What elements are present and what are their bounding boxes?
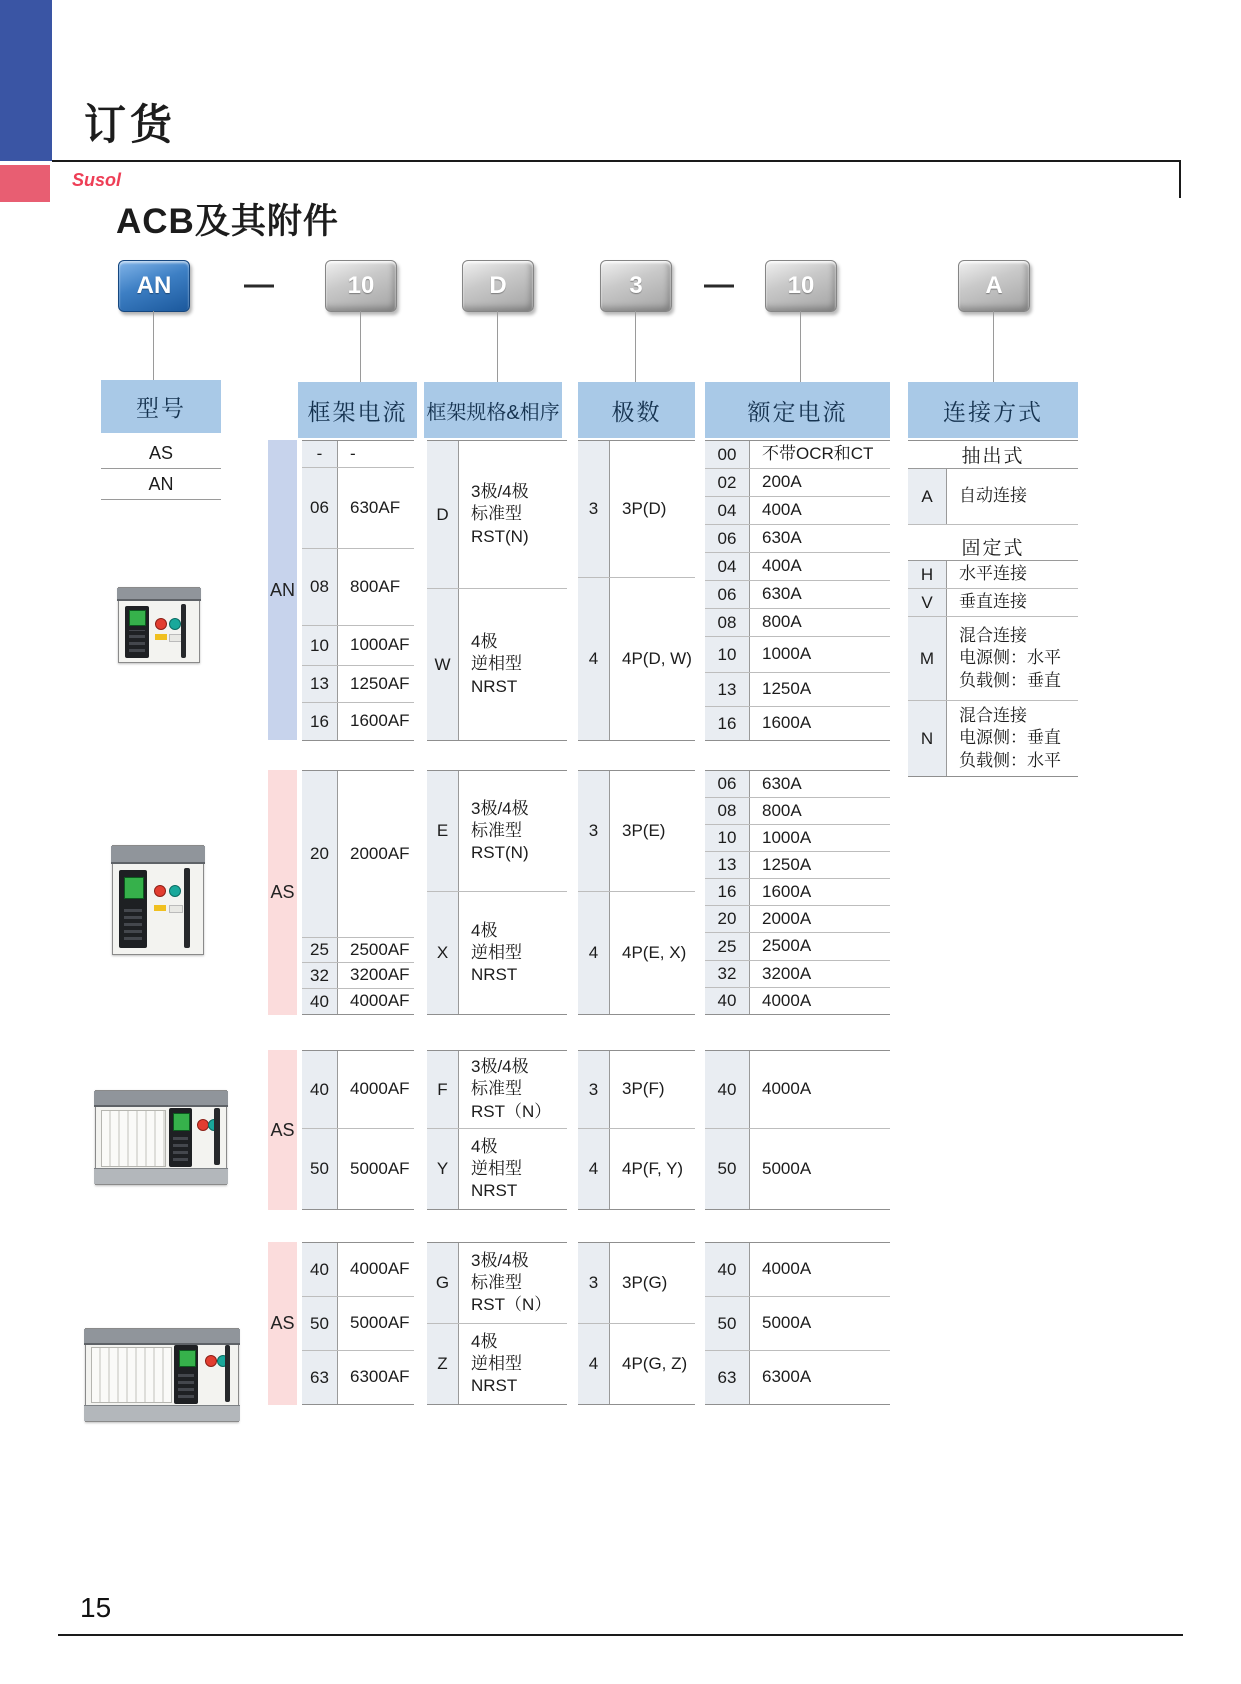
frame-current-table-as4000 (302, 1050, 414, 1210)
model-list-item: AN (101, 469, 221, 500)
rated-code: 13 (705, 852, 750, 878)
poles-code: 3 (578, 1243, 610, 1323)
conn-code: V (908, 589, 947, 616)
spec-code: F (427, 1051, 459, 1128)
conn-value: 垂直连接 (959, 592, 1027, 612)
spec-line: 逆相型 (471, 1158, 522, 1178)
corner-red-block (0, 165, 50, 202)
breaker-top-cover (84, 1329, 240, 1345)
rated-code: 32 (705, 961, 750, 987)
rated-code: 13 (705, 673, 750, 706)
frame-value: 2500AF (350, 939, 410, 959)
rated-code: 25 (705, 933, 750, 960)
spec-desc (459, 1129, 567, 1209)
breaker-on-button (169, 618, 181, 630)
frame-value: 5000AF (350, 1313, 410, 1333)
breaker-handle (181, 604, 186, 657)
product-photo-as2000-breaker (112, 845, 204, 955)
conn-value (947, 617, 1078, 700)
connection-table (908, 440, 1078, 777)
rated-value: 3200A (762, 963, 812, 983)
code-key-model: AN (118, 260, 190, 312)
poles-table-as6300 (578, 1242, 695, 1405)
spec-code: Z (427, 1324, 459, 1404)
conn-line: 负载侧：水平 (959, 750, 1061, 770)
rated-value: 1000A (762, 644, 812, 664)
spec-line: NRST (471, 965, 518, 985)
rated-value: 200A (762, 472, 802, 492)
rated-value: 1250A (762, 679, 812, 699)
rated-code: 63 (705, 1351, 750, 1404)
product-photo-as6300-breaker (85, 1328, 239, 1422)
code-key-poles: 3 (600, 260, 672, 312)
frame-value: 6300AF (350, 1367, 410, 1387)
frame-code: 20 (302, 771, 338, 937)
conn-line: 混合连接 (959, 626, 1027, 646)
spec-desc (459, 1324, 567, 1404)
breaker-display (124, 877, 143, 899)
column-header-poles: 极数 (578, 382, 695, 438)
poles-value: 4P(G, Z) (622, 1353, 688, 1373)
section-label-an: AN (268, 440, 297, 740)
rated-code: 00 (705, 441, 750, 468)
rated-value: 2500A (762, 936, 812, 956)
rated-code: 40 (705, 1051, 750, 1128)
spec-line: 标准型 (471, 820, 522, 840)
column-header-model: 型号 (101, 380, 221, 433)
breaker-display (179, 1350, 196, 1367)
breaker-top-cover (117, 588, 201, 601)
rated-value: 4000A (762, 990, 812, 1010)
section-label-as-6300: AS (268, 1242, 297, 1405)
rated-code: 04 (705, 497, 750, 524)
spec-desc (459, 771, 567, 891)
poles-value: 4P(E, X) (622, 942, 687, 962)
rated-value: 4000A (762, 1079, 812, 1099)
rated-code: 08 (705, 609, 750, 636)
spec-line: NRST (471, 676, 518, 696)
rated-current-table-as4000 (705, 1050, 890, 1210)
breaker-top-cover (94, 1091, 228, 1107)
spec-code: G (427, 1243, 459, 1323)
poles-code: 4 (578, 1129, 610, 1209)
breaker-label-yellow (155, 634, 167, 640)
spec-code: X (427, 892, 459, 1014)
rated-value: 6300A (762, 1367, 812, 1387)
conn-line: 混合连接 (959, 706, 1027, 726)
poles-code: 4 (578, 1324, 610, 1404)
spec-line: RST（N） (471, 1295, 552, 1315)
breaker-on-button (169, 885, 181, 897)
model-list (101, 438, 221, 500)
frame-value: 800AF (350, 576, 401, 596)
frame-value: 1000AF (350, 635, 410, 655)
frame-code: 16 (302, 703, 338, 740)
frame-code: 50 (302, 1129, 338, 1209)
rated-current-table-as2000 (705, 770, 890, 1015)
connector-line-conn (993, 311, 994, 382)
frame-value: 3200AF (350, 965, 410, 985)
spec-line: 逆相型 (471, 1353, 522, 1373)
breaker-trip-unit (125, 606, 150, 658)
frame-value: 630AF (350, 497, 401, 517)
rated-value: 400A (762, 556, 802, 576)
connection-group-fixed: 固定式 (908, 533, 1078, 561)
connector-line-spec (497, 311, 498, 382)
frame-value: 4000AF (350, 1079, 410, 1099)
rated-code: 40 (705, 1243, 750, 1296)
spec-line: 4极 (471, 920, 498, 940)
section-label-as-2000: AS (268, 770, 297, 1015)
page-number: 15 (80, 1592, 112, 1623)
poles-value: 3P(F) (622, 1079, 665, 1099)
column-header-frame: 框架电流 (298, 382, 417, 438)
rated-code: 06 (705, 525, 750, 552)
rated-code: 50 (705, 1129, 750, 1209)
spec-code: Y (427, 1129, 459, 1209)
spec-code: D (427, 441, 459, 588)
breaker-keypad (173, 1135, 188, 1161)
poles-value: 4P(D, W) (622, 648, 692, 668)
rated-value: 400A (762, 500, 802, 520)
frame-value: 4000AF (350, 991, 410, 1011)
rated-value: 2000A (762, 908, 812, 928)
breaker-arc-chamber (101, 1110, 165, 1168)
column-header-rated: 额定电流 (705, 382, 890, 438)
rated-value: 5000A (762, 1158, 812, 1178)
connector-line-rated (800, 311, 801, 382)
rated-code: 10 (705, 637, 750, 672)
poles-table-as4000 (578, 1050, 695, 1210)
spec-desc (459, 892, 567, 1014)
conn-code: H (908, 561, 947, 588)
frame-spec-table-as2000 (427, 770, 567, 1015)
frame-value: - (350, 443, 356, 463)
frame-current-table-an (302, 440, 414, 741)
conn-value (947, 701, 1078, 776)
code-dash-2: — (704, 268, 734, 301)
conn-line: 电源侧：水平 (959, 648, 1061, 668)
conn-value: 水平连接 (959, 564, 1027, 584)
poles-value: 3P(D) (622, 498, 667, 518)
column-header-spec: 框架规格&相序 (424, 382, 562, 438)
frame-code: 50 (302, 1297, 338, 1350)
frame-code: 06 (302, 468, 338, 548)
section-label-as-4000: AS (268, 1050, 297, 1210)
spec-desc (459, 1243, 567, 1323)
rated-code: 40 (705, 988, 750, 1014)
spec-line: 3极/4极 (471, 1250, 529, 1270)
product-photo-an-breaker (118, 587, 200, 663)
frame-code: 25 (302, 938, 338, 962)
connector-line-frame (360, 311, 361, 382)
spec-line: 4极 (471, 1331, 498, 1351)
code-key-conn: A (958, 260, 1030, 312)
breaker-base (94, 1168, 228, 1184)
poles-value: 3P(E) (622, 820, 666, 840)
poles-code: 3 (578, 1051, 610, 1128)
frame-value: 4000AF (350, 1259, 410, 1279)
spec-line: 4极 (471, 632, 498, 652)
column-header-conn: 连接方式 (908, 382, 1078, 438)
poles-code: 3 (578, 771, 610, 891)
connector-line-model (153, 311, 154, 380)
bottom-rule (58, 1634, 1183, 1636)
frame-code: - (302, 441, 338, 467)
spec-line: 标准型 (471, 504, 522, 524)
frame-value: 5000AF (350, 1158, 410, 1178)
rated-value: 800A (762, 800, 802, 820)
conn-code: N (908, 701, 947, 776)
rated-code: 50 (705, 1297, 750, 1350)
frame-value: 2000AF (350, 843, 410, 863)
breaker-label-white (169, 905, 183, 913)
spec-line: 逆相型 (471, 654, 522, 674)
rated-value: 1000A (762, 827, 812, 847)
frame-code: 10 (302, 626, 338, 665)
spec-line: 逆相型 (471, 942, 522, 962)
conn-value: 自动连接 (959, 486, 1027, 506)
conn-line: 电源侧：垂直 (959, 728, 1061, 748)
rated-code: 20 (705, 906, 750, 932)
spec-line: RST(N) (471, 843, 529, 863)
rated-value: 800A (762, 612, 802, 632)
section-title: ACB及其附件 (116, 202, 339, 241)
spec-line: RST(N) (471, 526, 529, 546)
rated-code: 04 (705, 553, 750, 580)
rated-current-table-an (705, 440, 890, 741)
conn-line: 负载侧：垂直 (959, 670, 1061, 690)
frame-code: 40 (302, 989, 338, 1014)
poles-value: 4P(F, Y) (622, 1158, 684, 1178)
connection-group-drawout: 抽出式 (908, 441, 1078, 469)
corner-blue-block (0, 0, 52, 161)
frame-code: 32 (302, 963, 338, 988)
spec-line: 4极 (471, 1136, 498, 1156)
breaker-arc-chamber (91, 1347, 172, 1402)
spec-code: W (427, 589, 459, 740)
spec-line: 3极/4极 (471, 1057, 529, 1077)
spec-code: E (427, 771, 459, 891)
poles-code: 3 (578, 441, 610, 577)
code-dash-1: — (244, 268, 274, 301)
spec-line: NRST (471, 1181, 518, 1201)
rated-code: 16 (705, 879, 750, 905)
breaker-off-button (154, 885, 166, 897)
rated-value: 不带OCR和CT (762, 444, 874, 464)
spec-line: 3极/4极 (471, 482, 529, 502)
rated-code: 10 (705, 825, 750, 851)
connector-line-poles (635, 311, 636, 382)
frame-code: 63 (302, 1351, 338, 1404)
breaker-top-cover (111, 846, 205, 864)
breaker-off-button (205, 1355, 217, 1367)
breaker-keypad (124, 906, 142, 940)
frame-value: 1600AF (350, 711, 410, 731)
model-list-item: AS (101, 438, 221, 469)
poles-table-an (578, 440, 695, 741)
spec-line: 标准型 (471, 1272, 522, 1292)
frame-code: 40 (302, 1243, 338, 1296)
spec-line: RST（N） (471, 1101, 552, 1121)
rated-code: 06 (705, 771, 750, 797)
code-key-frame: 10 (325, 260, 397, 312)
rated-value: 630A (762, 773, 802, 793)
breaker-keypad (178, 1372, 194, 1398)
spec-desc (459, 589, 567, 740)
breaker-off-button (155, 618, 167, 630)
frame-code: 40 (302, 1051, 338, 1128)
frame-spec-table-an (427, 440, 567, 741)
breaker-display (173, 1113, 190, 1130)
frame-current-table-as6300 (302, 1242, 414, 1405)
rated-value: 630A (762, 528, 802, 548)
poles-code: 4 (578, 892, 610, 1014)
poles-code: 4 (578, 578, 610, 740)
brand-label: Susol (72, 170, 122, 190)
rated-value: 1250A (762, 854, 812, 874)
rated-value: 1600A (762, 713, 812, 733)
rated-code: 02 (705, 469, 750, 496)
frame-value: 1250AF (350, 673, 410, 693)
code-key-rated: 10 (765, 260, 837, 312)
frame-code: 13 (302, 666, 338, 702)
rated-value: 5000A (762, 1313, 812, 1333)
conn-code: M (908, 617, 947, 700)
breaker-base (84, 1405, 240, 1421)
frame-spec-table-as6300 (427, 1242, 567, 1405)
frame-code: 08 (302, 549, 338, 625)
rated-code: 06 (705, 581, 750, 608)
rated-code: 08 (705, 798, 750, 824)
breaker-display (129, 610, 146, 625)
breaker-trip-unit (119, 870, 147, 948)
poles-table-as2000 (578, 770, 695, 1015)
top-rule-corner (1179, 160, 1181, 198)
rated-value: 1600A (762, 881, 812, 901)
poles-value: 3P(G) (622, 1272, 668, 1292)
spec-desc (459, 1051, 567, 1128)
frame-current-table-as2000 (302, 770, 414, 1015)
breaker-handle (225, 1345, 230, 1402)
breaker-handle (184, 868, 189, 948)
spec-line: 标准型 (471, 1079, 522, 1099)
rated-current-table-as6300 (705, 1242, 890, 1405)
rated-value: 630A (762, 584, 802, 604)
spec-line: NRST (471, 1376, 518, 1396)
frame-spec-table-as4000 (427, 1050, 567, 1210)
connection-gap (908, 525, 1078, 533)
spec-line: 3极/4极 (471, 798, 529, 818)
breaker-label-yellow (154, 905, 166, 911)
code-key-spec: D (462, 260, 534, 312)
conn-code: A (908, 469, 947, 524)
product-photo-as4000-breaker (95, 1090, 227, 1185)
breaker-handle (214, 1108, 219, 1166)
breaker-trip-unit (169, 1108, 192, 1168)
breaker-keypad (129, 630, 145, 653)
page-title: 订货 (84, 101, 177, 148)
rated-code: 16 (705, 707, 750, 740)
breaker-trip-unit (174, 1345, 198, 1404)
rated-value: 4000A (762, 1259, 812, 1279)
spec-desc (459, 441, 567, 588)
top-rule (52, 160, 1181, 162)
